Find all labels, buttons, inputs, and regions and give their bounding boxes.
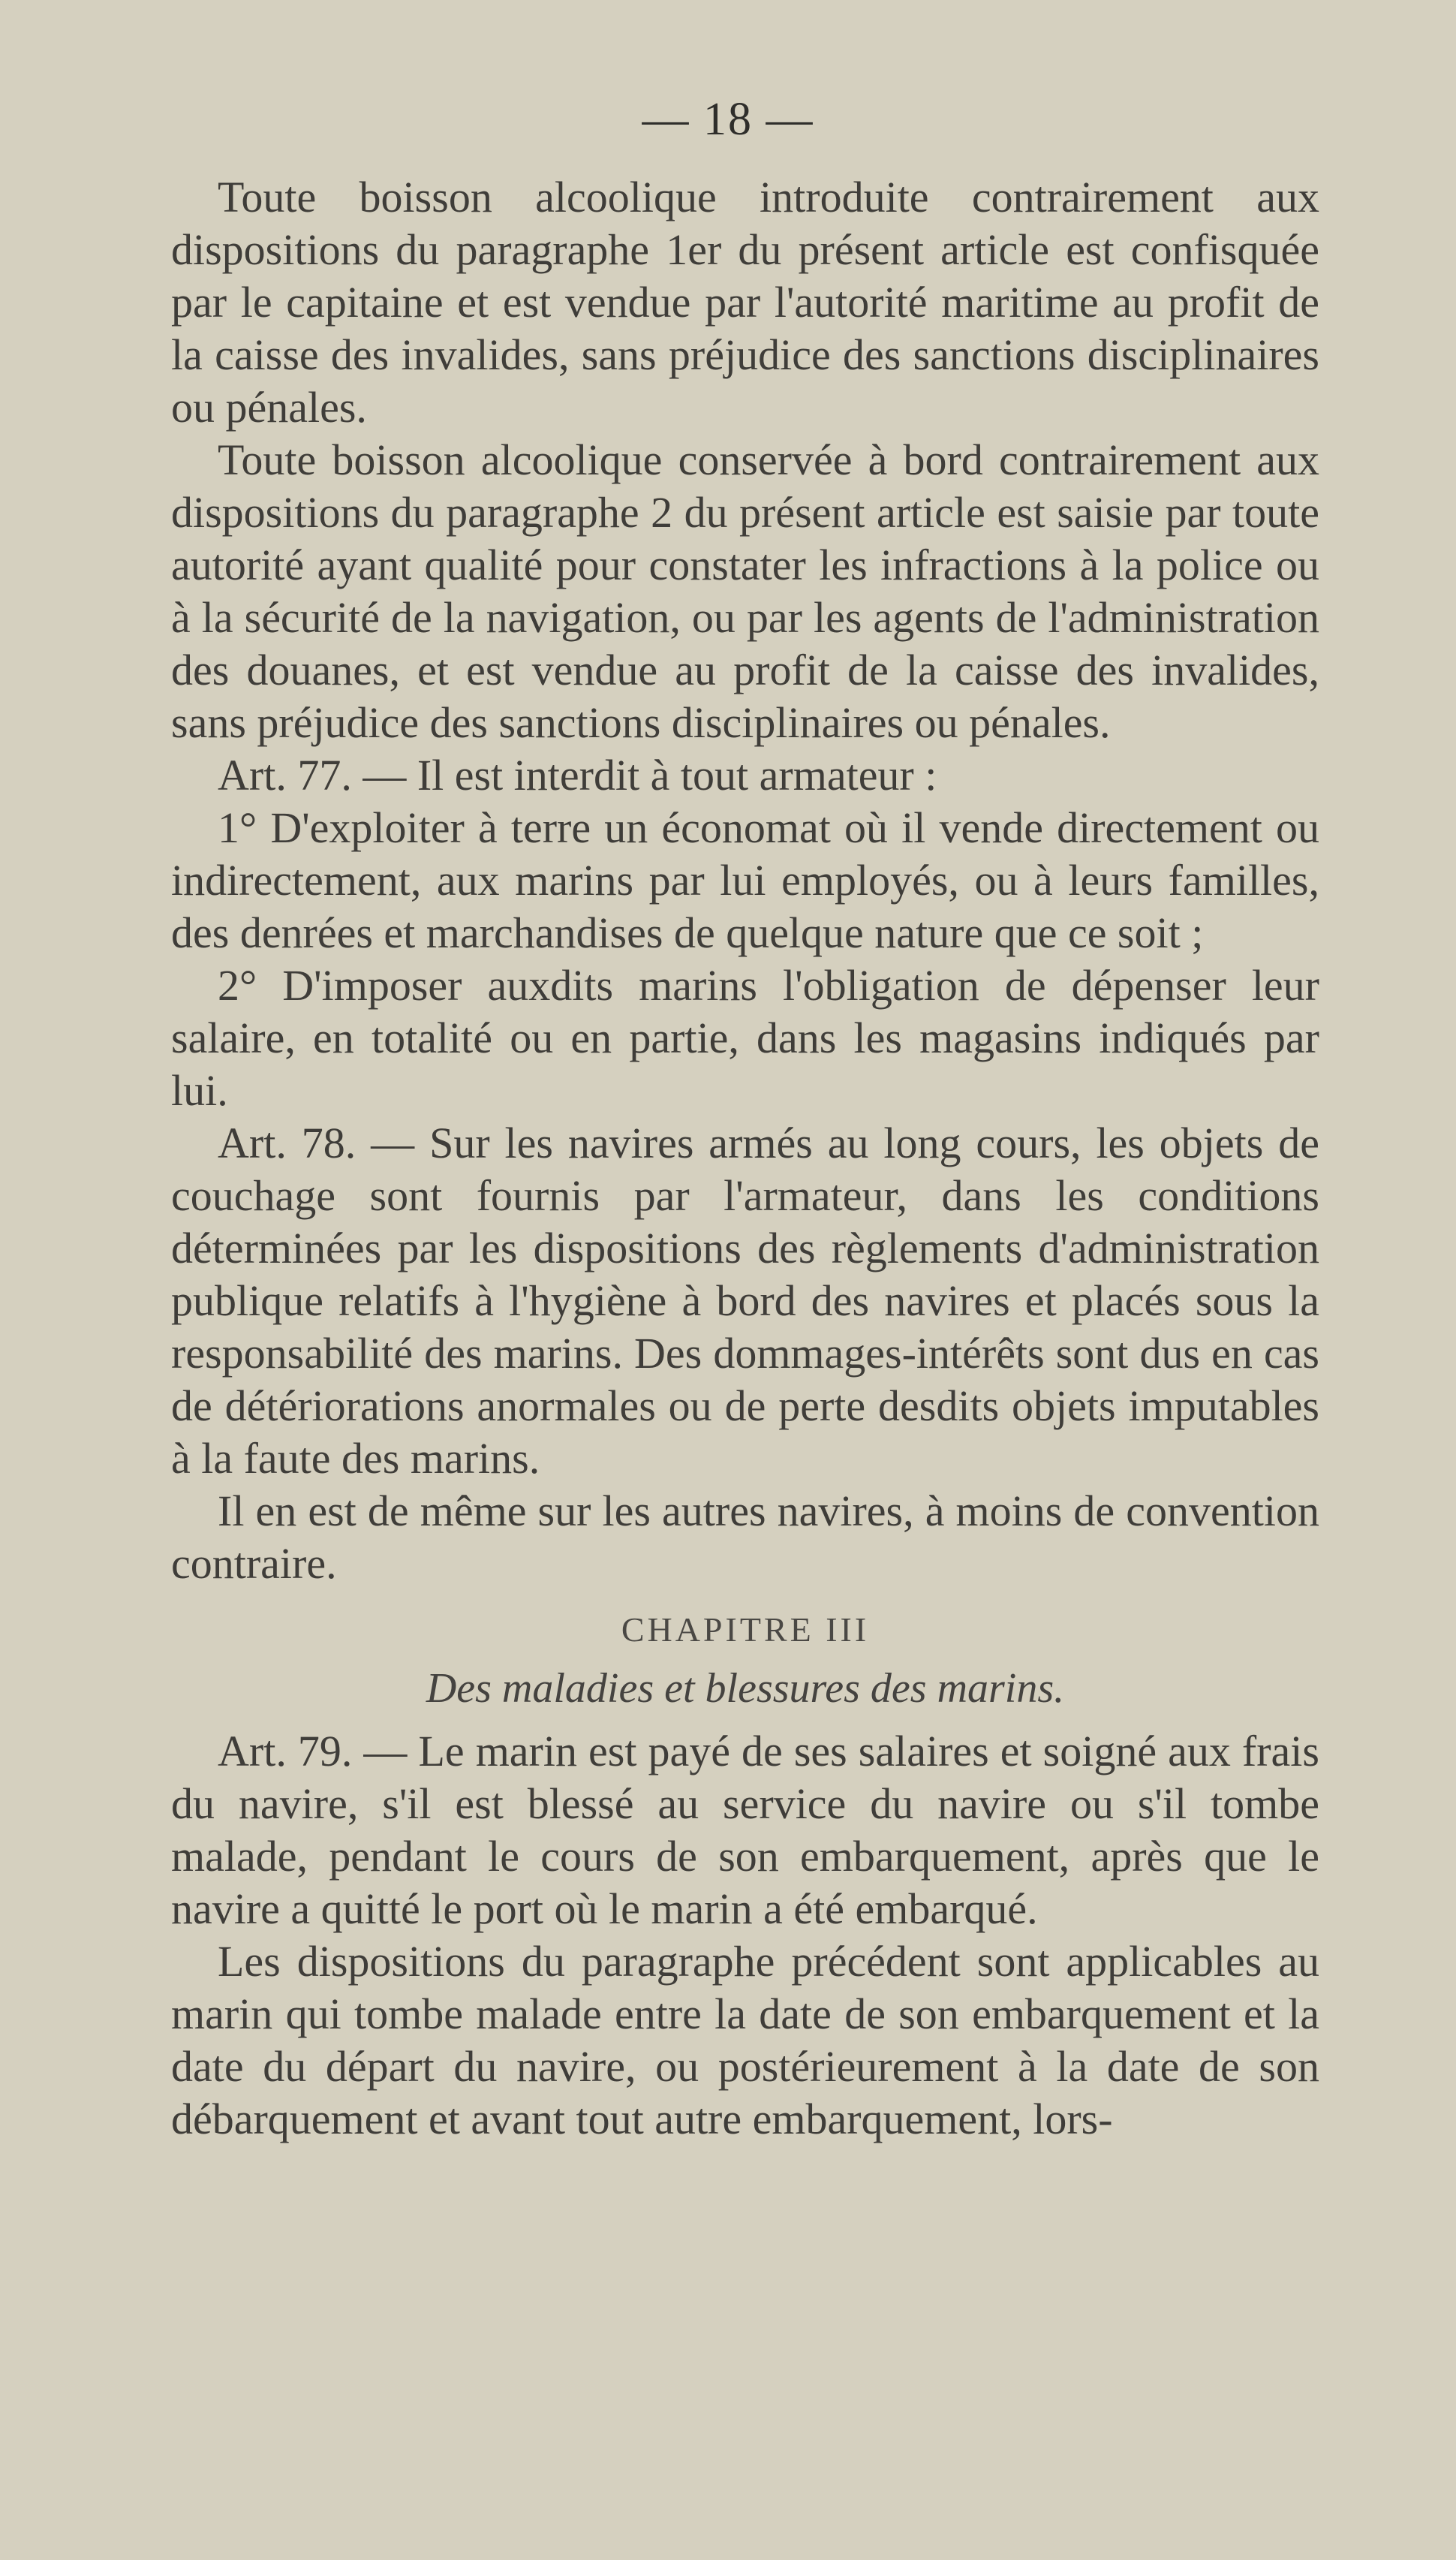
article-77-item-2: 2° D'imposer auxdits marins l'obligation de dépenser leur salaire, en totalité ou en partie, dans les magasins indiqués par lui. [171,961,1319,1115]
article-77-item-1: 1° D'exploiter à terre un économat où il vende directement ou indirectement, aux marins par lui employés, ou à leurs familles, des denrées et marchandises de quelque nature que ce soit ; [171,803,1319,957]
chapter-title: CHAPITRE III [621,1610,870,1649]
article-78-continuation: Il en est de même sur les autres navires, à moins de convention contraire. [171,1486,1319,1588]
article-79: Art. 79. — Le marin est payé de ses salaires et soigné aux frais du navire, s'il est blessé au service du navire ou s'il tombe malade, pendant le cours de son embarquement, après que le navire a quitté le port où le marin a été embarqué. [171,1727,1319,1933]
paragraph-seizure: Toute boisson alcoolique conservée à bord contrairement aux dispositions du paragraphe 2 du présent article est saisie par toute autorité ayant qualité pour constater les infractions à la police ou à la sécurité de la navigation, ou par les agents de l'administration des douanes, et est vendue au profit de la caisse des invalides, sans préjudice des sanctions disciplinaires ou pénales. [171,435,1319,747]
page-number: — 18 — [642,94,814,145]
article-77: Art. 77. — Il est interdit à tout armateur : [218,751,937,800]
page-body [171,171,1319,2146]
article-79-continuation: Les dispositions du paragraphe précédent sont applicables au marin qui tombe malade entre la date de son embarquement et la date du départ du navire, ou postérieurement à la date de son débarquement et avant tout autre embarquement, lors- [171,1937,1319,2143]
paragraph-confiscation: Toute boisson alcoolique introduite contrairement aux dispositions du paragraphe 1er du présent article est confisquée par le capitaine et est vendue par l'autorité maritime au profit de la caisse des invalides, sans préjudice des sanctions disciplinaires ou pénales. [171,173,1319,432]
chapter-subtitle: Des maladies et blessures des marins. [426,1665,1065,1712]
article-78: Art. 78. — Sur les navires armés au long cours, les objets de couchage sont fournis par l'armateur, dans les conditions déterminées par les dispositions des règlements d'administration publique relatifs à l'hygiène à bord des navires et placés sous la responsabilité des marins. Des dommages-intérêts sont dus en cas de détériorations anormales ou de perte desdits objets imputables à la faute des marins. [171,1119,1319,1483]
